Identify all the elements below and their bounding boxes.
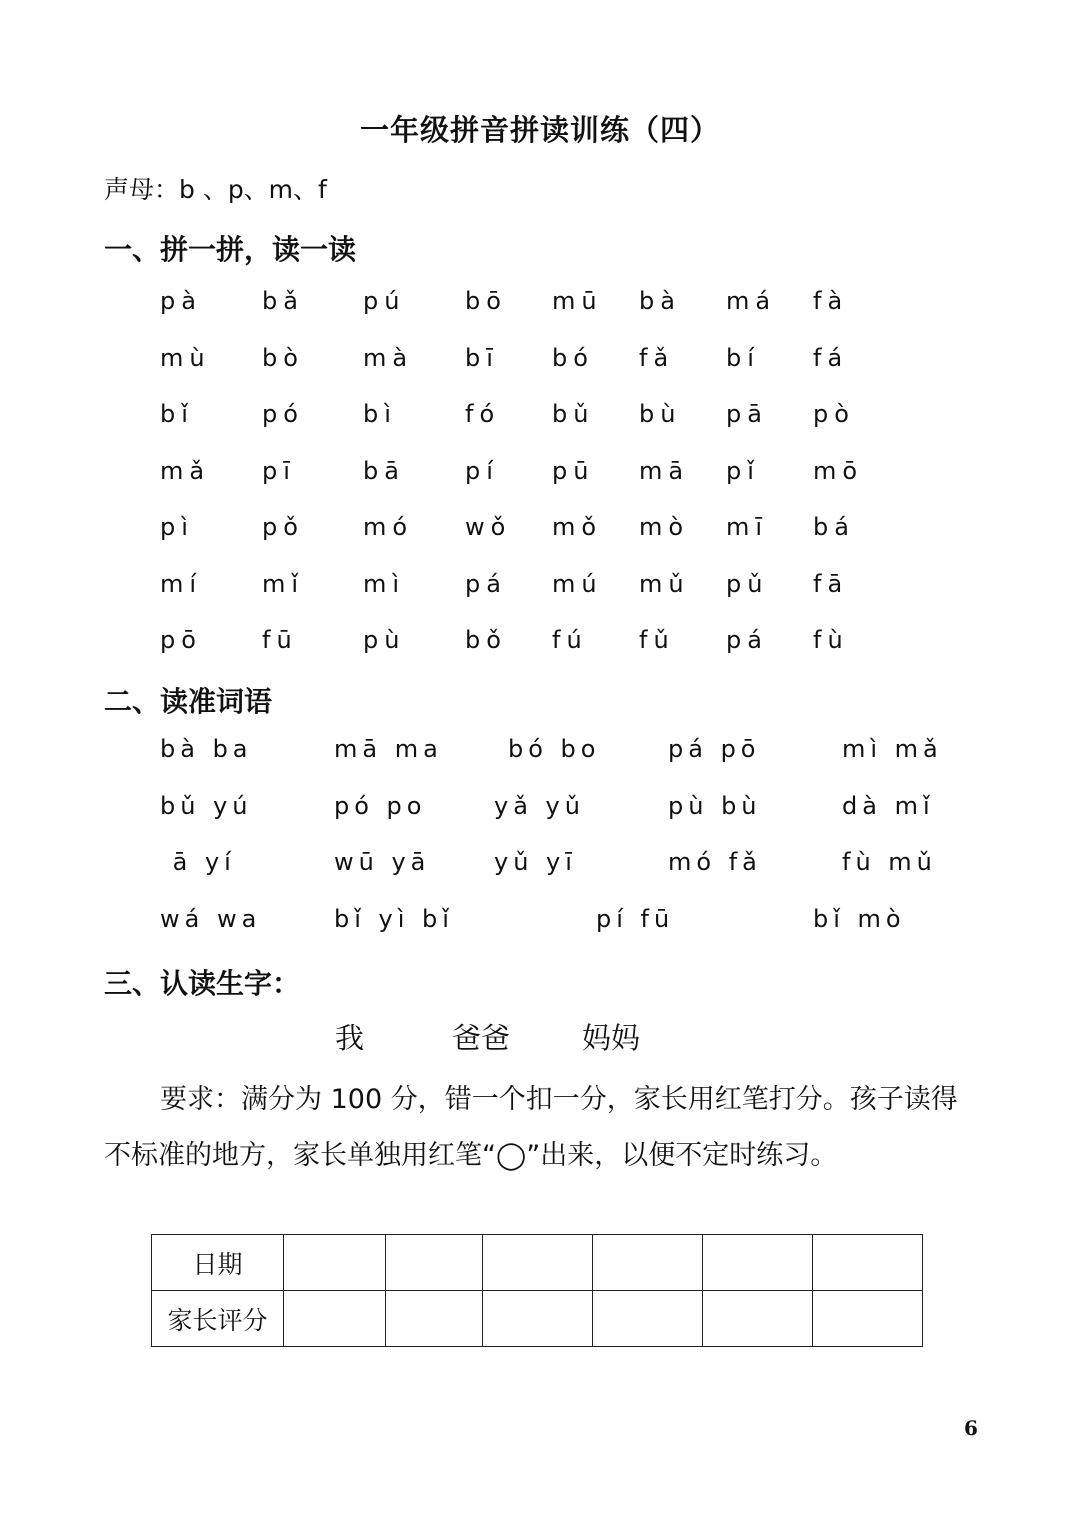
pinyin-word: mó fǎ <box>668 848 762 876</box>
initials-line: 声母：b 、p、m、f <box>104 175 327 204</box>
chinese-character: 我 <box>335 1021 365 1055</box>
pinyin-word: bó bo <box>508 735 601 763</box>
syllable: wǒ <box>465 513 512 541</box>
page-number: 6 <box>964 1416 978 1440</box>
syllable: pó <box>262 400 304 428</box>
syllable: mó <box>363 513 414 541</box>
syllable: mò <box>639 513 690 541</box>
syllable: mī <box>726 513 769 541</box>
score-cell[interactable] <box>703 1291 813 1347</box>
syllable: pá <box>726 626 768 654</box>
syllable: pò <box>813 400 855 428</box>
date-cell[interactable] <box>703 1235 813 1291</box>
syllable: pǒ <box>262 513 304 541</box>
syllable: fǎ <box>639 343 675 372</box>
syllable: fā <box>813 569 849 598</box>
syllable: mǒ <box>552 513 603 541</box>
section3-heading: 三、认读生字： <box>104 967 301 1000</box>
requirement-text: 要求：满分为 100 分，错一个扣一分，家长用红笔打分。孩子读得不标准的地方，家长单独用红笔“◯”出来，以便不定时练习。 <box>104 1084 958 1171</box>
chinese-character: 爸爸 <box>452 1021 511 1055</box>
syllable: fú <box>552 626 588 654</box>
pinyin-word: bǐ mò <box>813 904 906 933</box>
syllable: pū <box>552 456 595 485</box>
pinyin-word: wá wa <box>160 904 262 933</box>
pinyin-word: mì mǎ <box>842 735 943 763</box>
syllable: fà <box>813 287 849 315</box>
syllable: pá <box>465 569 507 598</box>
score-cell[interactable] <box>284 1291 386 1347</box>
pinyin-word: bà ba <box>160 735 253 763</box>
syllable: bī <box>465 343 499 372</box>
syllable: mà <box>363 343 414 372</box>
syllable: bà <box>639 287 681 315</box>
date-cell[interactable] <box>386 1235 483 1291</box>
pinyin-word: pó po <box>334 791 427 820</box>
syllable: pù <box>363 626 406 654</box>
pinyin-word: fù mǔ <box>842 848 937 876</box>
pinyin-word: dà mǐ <box>842 791 935 820</box>
date-cell[interactable] <box>483 1235 593 1291</box>
syllable: pī <box>262 456 296 485</box>
score-cell[interactable] <box>386 1291 483 1347</box>
score-cell[interactable] <box>483 1291 593 1347</box>
syllable: bǔ <box>552 400 595 428</box>
syllable: fó <box>465 400 501 428</box>
syllable: bì <box>363 400 397 428</box>
score-row <box>152 1291 923 1347</box>
pinyin-word: ā yí <box>160 848 236 876</box>
syllable: pǐ <box>726 456 760 485</box>
pinyin-word: yǔ yī <box>494 848 577 876</box>
syllable: fū <box>262 626 298 654</box>
syllable: pà <box>160 287 202 315</box>
date-row <box>152 1235 923 1291</box>
syllable: mǔ <box>639 569 690 598</box>
parent-score-label: 家长评分 <box>152 1291 284 1347</box>
score-table <box>151 1234 923 1347</box>
syllable: mì <box>363 569 406 598</box>
pinyin-word: bǐ yì bǐ <box>334 904 454 933</box>
syllable: pí <box>465 456 499 485</box>
syllable: bō <box>465 287 507 315</box>
syllable: bǎ <box>262 287 304 315</box>
pinyin-word: bǔ yú <box>160 791 253 820</box>
syllable: fù <box>813 626 849 654</box>
syllable: mū <box>552 287 603 315</box>
syllable: pú <box>363 287 406 315</box>
syllable: bò <box>262 343 304 372</box>
syllable: bí <box>726 343 760 372</box>
chinese-character: 妈妈 <box>582 1021 641 1055</box>
syllable: fǔ <box>639 626 675 654</box>
syllable: mǎ <box>160 456 211 485</box>
pinyin-word: pá pō <box>668 735 761 763</box>
score-cell[interactable] <box>813 1291 923 1347</box>
syllable: mō <box>813 456 864 485</box>
pinyin-word: pí fū <box>596 904 675 933</box>
syllable: pō <box>160 626 202 654</box>
syllable: má <box>726 287 777 315</box>
syllable: mú <box>552 569 603 598</box>
section2-heading: 二、读准词语 <box>104 685 273 718</box>
syllable: bó <box>552 343 594 372</box>
pinyin-word: mā ma <box>334 735 443 763</box>
syllable: bù <box>639 400 682 428</box>
syllable: bǐ <box>160 400 194 428</box>
date-cell[interactable] <box>593 1235 703 1291</box>
syllable: pì <box>160 513 194 541</box>
page-title: 一年级拼音拼读训练（四） <box>359 113 720 147</box>
score-cell[interactable] <box>593 1291 703 1347</box>
date-cell[interactable] <box>813 1235 923 1291</box>
pinyin-word: yǎ yǔ <box>494 791 585 820</box>
section1-heading: 一、拼一拼，读一读 <box>104 233 357 266</box>
syllable: pǔ <box>726 569 769 598</box>
syllable: mí <box>160 569 203 598</box>
syllable: pā <box>726 400 768 428</box>
syllable: mā <box>639 456 690 485</box>
syllable: bá <box>813 513 855 541</box>
syllable: mǐ <box>262 569 305 598</box>
pinyin-word: wū yā <box>334 848 431 876</box>
syllable: bā <box>363 456 405 485</box>
date-label: 日期 <box>152 1235 284 1291</box>
pinyin-word: pù bù <box>668 791 762 820</box>
syllable: bǒ <box>465 626 507 654</box>
syllable: mù <box>160 343 211 372</box>
date-cell[interactable] <box>284 1235 386 1291</box>
syllable: fá <box>813 343 849 372</box>
